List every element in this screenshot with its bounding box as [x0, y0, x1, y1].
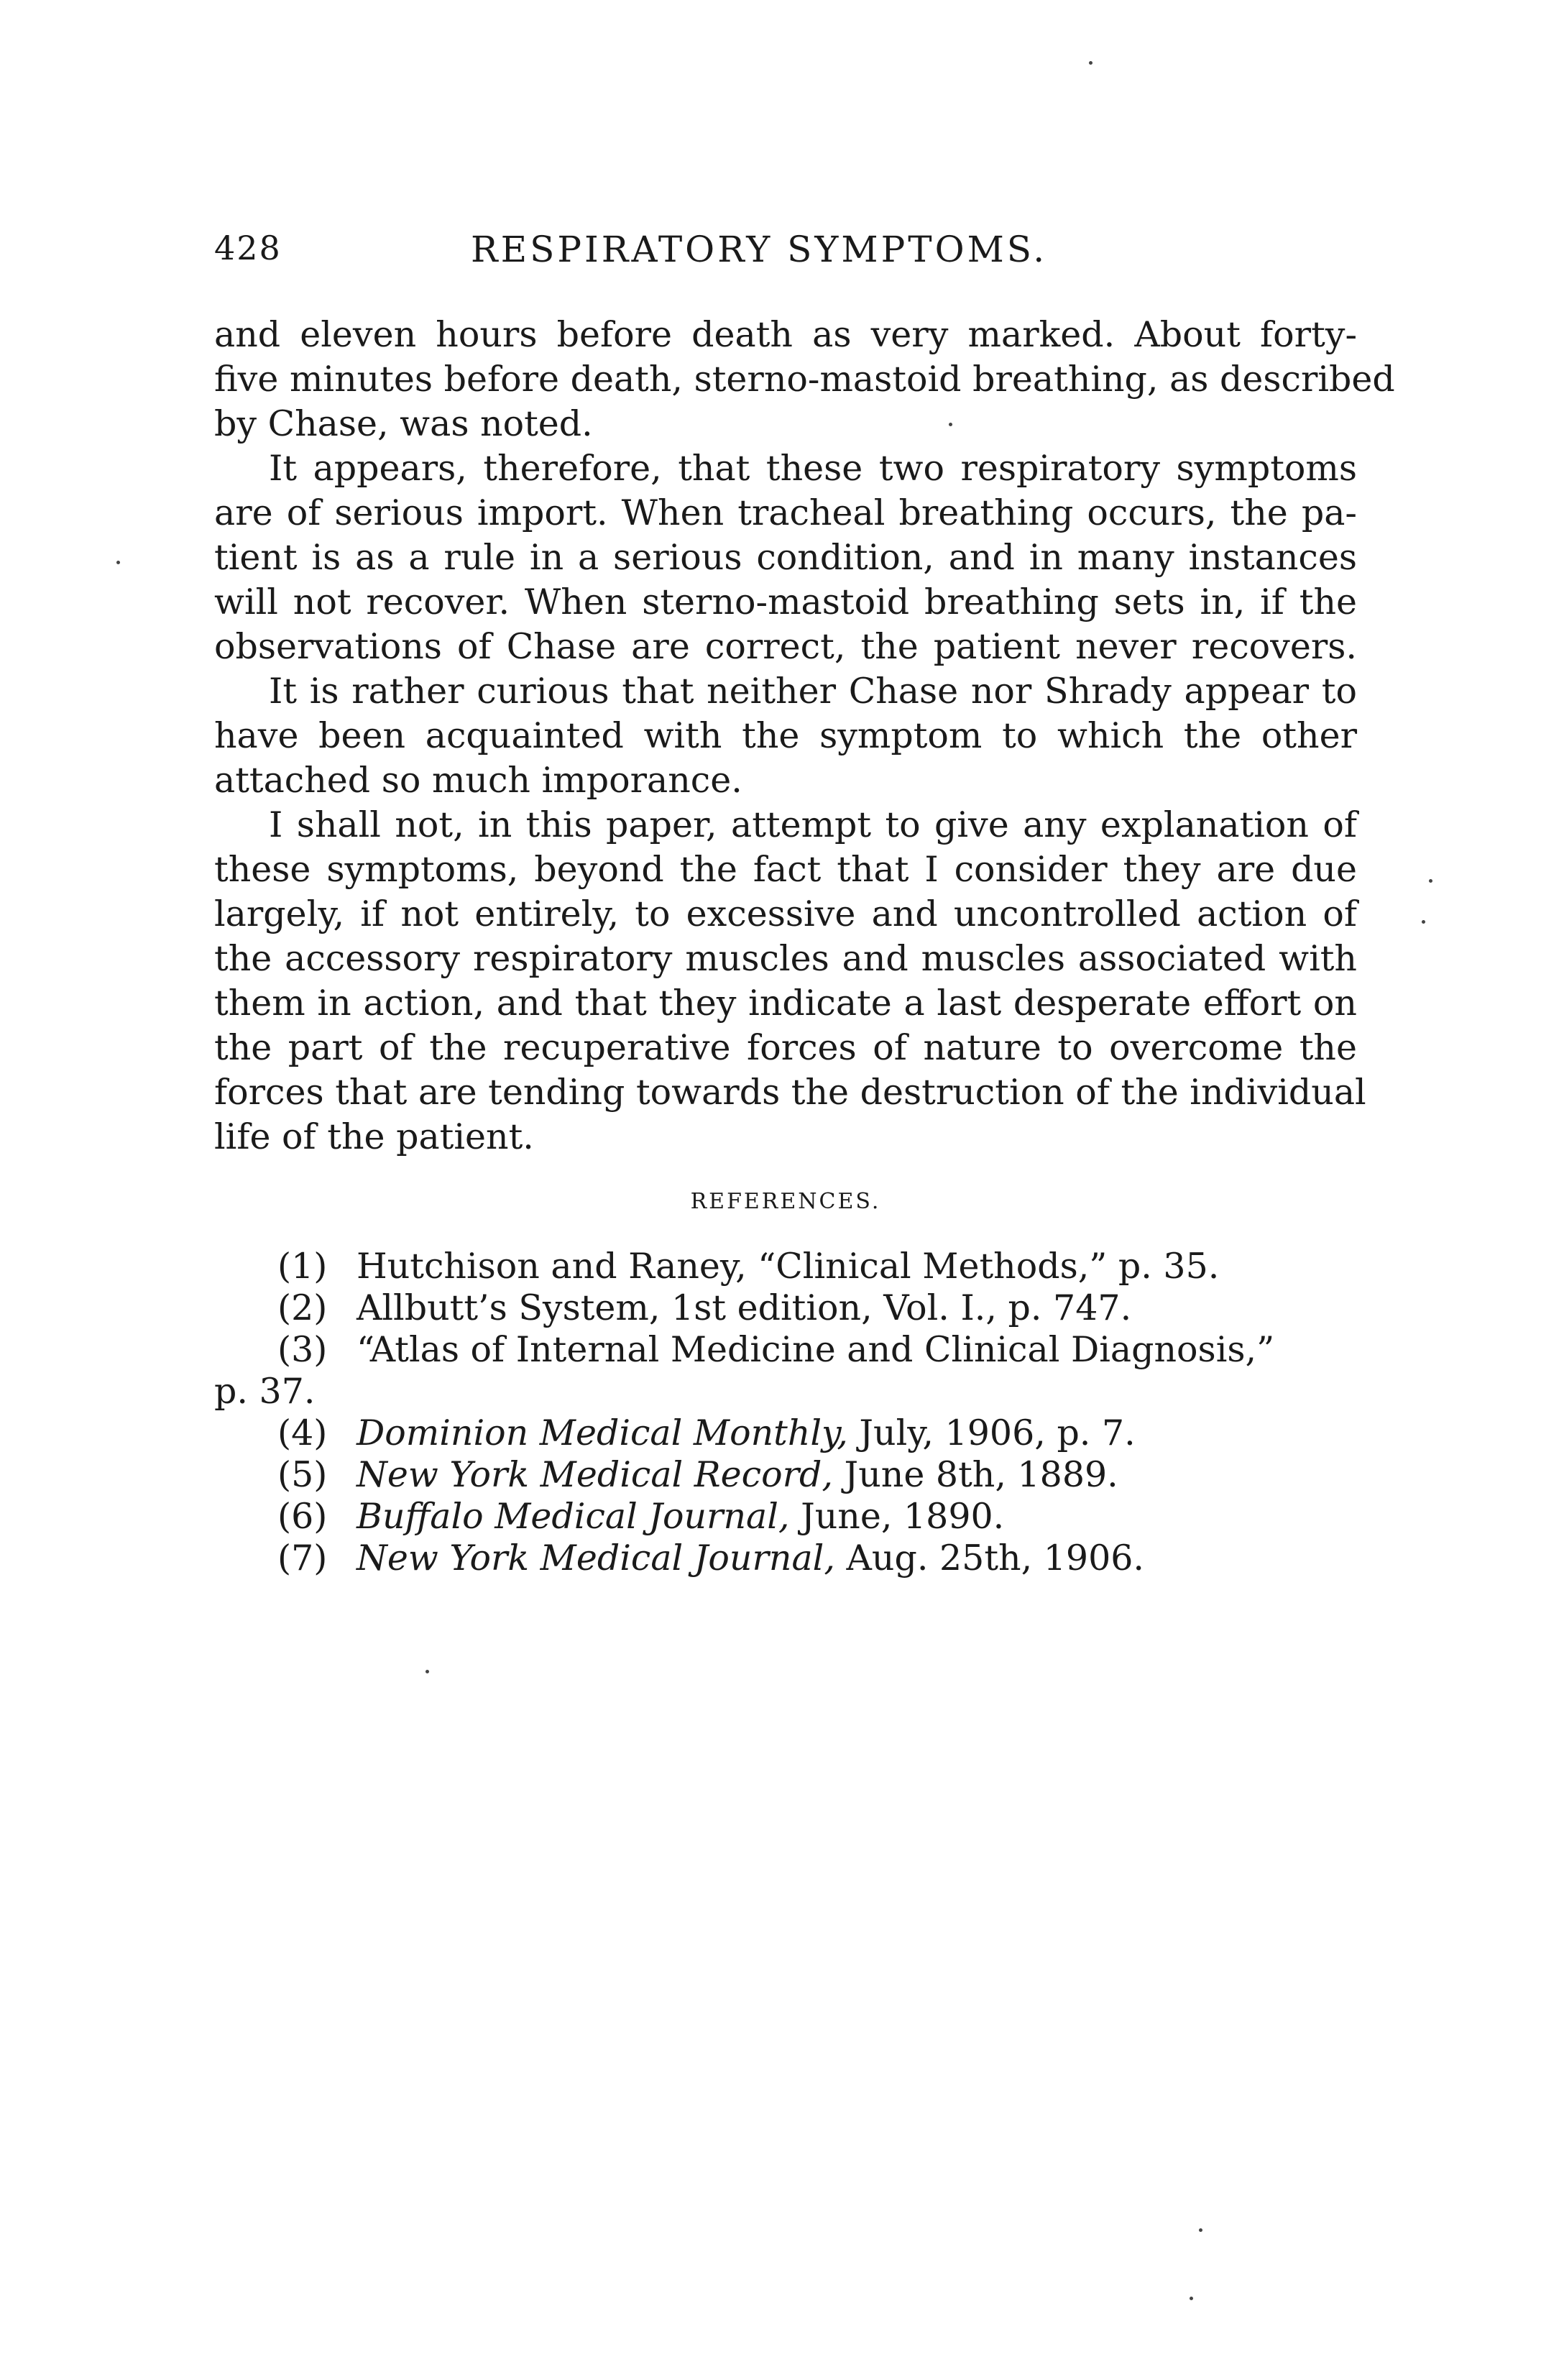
reference-item — [214, 1454, 1357, 1496]
text-line: the part of the recuperative forces of nature to overcome the — [214, 1027, 1357, 1068]
scan-speck — [949, 423, 952, 426]
reference-continuation: p. 37. — [214, 1371, 316, 1412]
text-line: by Chase, was noted. — [214, 403, 593, 444]
reference-number: (6) — [277, 1496, 328, 1537]
text-line: the accessory respiratory muscles and muscles associated with — [214, 938, 1357, 979]
text-line: life of the patient. — [214, 1116, 534, 1157]
text-line: attached so much imporance. — [214, 760, 742, 801]
running-title: RESPIRATORY SYMPTOMS. — [471, 229, 1048, 270]
reference-text: “Atlas of Internal Medicine and Clinical Diagnosis,” — [356, 1329, 1275, 1370]
reference-number: (1) — [277, 1246, 328, 1287]
scan-speck — [1422, 920, 1425, 924]
body-text — [214, 313, 1395, 1159]
reference-item — [214, 1538, 1357, 1579]
reference-item — [214, 1496, 1357, 1538]
reference-item — [214, 1329, 1357, 1371]
reference-number: (5) — [277, 1454, 328, 1495]
text-line: them in action, and that they indicate a last desperate effort on — [214, 983, 1357, 1024]
reference-text: Allbutt’s System, 1st edition, Vol. I., p. 747. — [356, 1287, 1132, 1328]
reference-journal: Buffalo Medical Journal, — [356, 1496, 790, 1537]
text-line: have been acquainted with the symptom to which the other — [214, 715, 1357, 756]
reference-journal: New York Medical Record, — [356, 1454, 833, 1495]
reference-number: (2) — [277, 1287, 328, 1328]
reference-text: Aug. 25th, 1906. — [834, 1538, 1145, 1579]
scan-speck — [1199, 2228, 1202, 2232]
reference-text: June 8th, 1889. — [832, 1454, 1118, 1495]
reference-item — [214, 1287, 1357, 1329]
reference-item — [214, 1412, 1357, 1454]
reference-journal: New York Medical Journal, — [356, 1538, 835, 1579]
text-line: and eleven hours before death as very marked. About forty- — [214, 314, 1357, 355]
reference-journal: Dominion Medical Monthly, — [356, 1412, 848, 1453]
reference-text: June, 1890. — [789, 1496, 1005, 1537]
reference-item — [214, 1246, 1357, 1287]
text-line: I shall not, in this paper, attempt to give any explanation of — [269, 804, 1357, 845]
scan-speck — [426, 1670, 429, 1673]
reference-text: July, 1906, p. 7. — [847, 1412, 1136, 1453]
references-list — [214, 1246, 1357, 1579]
reference-text: Hutchison and Raney, “Clinical Methods,” p. 35. — [356, 1246, 1220, 1287]
text-line: largely, if not entirely, to excessive and uncontrolled action of — [214, 893, 1357, 934]
references-heading: REFERENCES. — [690, 1189, 881, 1214]
scan-speck — [1190, 2297, 1193, 2300]
running-head — [214, 229, 1357, 279]
scan-speck — [1089, 61, 1092, 65]
text-line: observations of Chase are correct, the patient never recovers. — [214, 626, 1357, 667]
text-line: forces that are tending towards the destruction of the individual — [214, 1072, 1366, 1113]
page-number: 428 — [214, 229, 282, 267]
text-line: It is rather curious that neither Chase nor Shrady appear to — [269, 671, 1357, 712]
text-line: will not recover. When sterno-mastoid breathing sets in, if the — [214, 582, 1357, 622]
reference-number: (3) — [277, 1329, 328, 1370]
scan-speck — [1429, 879, 1432, 883]
text-line: tient is as a rule in a serious condition, and in many instances — [214, 537, 1357, 578]
reference-number: (7) — [277, 1538, 328, 1579]
text-line: It appears, therefore, that these two respiratory symptoms — [269, 448, 1357, 489]
scan-speck — [116, 561, 120, 564]
text-line: five minutes before death, sterno-mastoid breathing, as described — [214, 359, 1395, 400]
text-line: these symptoms, beyond the fact that I consider they are due — [214, 849, 1357, 890]
reference-number: (4) — [277, 1412, 328, 1453]
text-line: are of serious import. When tracheal breathing occurs, the pa- — [214, 492, 1357, 533]
